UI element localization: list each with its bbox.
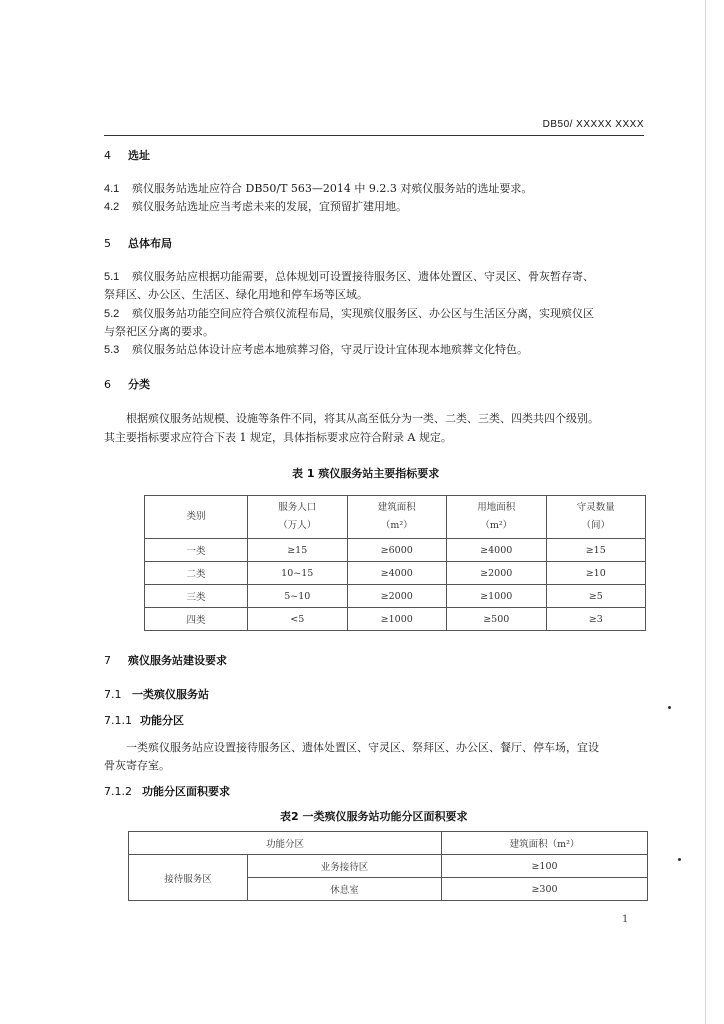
clause-4-2: 4.2 殡仪服务站选址应当考虑未来的发展，宜预留扩建用地。 xyxy=(104,200,407,213)
section-7-1-1-para-line1: 一类殡仪服务站应设置接待服务区、遗体处置区、守灵区、祭拜区、办公区、餐厅、停车场，宜设 xyxy=(126,741,599,754)
cell: 二类 xyxy=(145,562,248,585)
cell: 休息室 xyxy=(248,878,442,901)
table-1-caption: 表 1 殡仪服务站主要指标要求 xyxy=(292,467,440,480)
cell: ≥10 xyxy=(546,562,646,585)
table-row xyxy=(129,855,648,878)
section-6-para-line1: 根据殡仪服务站规模、设施等条件不同，将其从高至低分为一类、二类、三类、四类共四个级别。 xyxy=(126,412,599,425)
table-row xyxy=(145,562,646,585)
section-5-heading: 5 总体布局 xyxy=(104,237,172,250)
section-7-1-1-heading: 7.1.1 功能分区 xyxy=(104,714,184,727)
cell: ≥500 xyxy=(447,608,547,631)
cell: 一类 xyxy=(145,539,248,562)
cell: 三类 xyxy=(145,585,248,608)
section-7-1-heading: 7.1 一类殡仪服务站 xyxy=(104,688,209,701)
header-cell: 类别 xyxy=(145,496,248,539)
header-cell: 守灵数量 （间） xyxy=(546,496,646,539)
cell: ≥2000 xyxy=(447,562,547,585)
section-7-1-2-heading: 7.1.2 功能分区面积要求 xyxy=(104,785,230,798)
table-1 xyxy=(144,495,646,631)
header-rule xyxy=(104,135,644,136)
cell: ≥15 xyxy=(546,539,646,562)
scan-speck xyxy=(668,706,671,709)
cell: ≥5 xyxy=(546,585,646,608)
table-header-row xyxy=(145,496,646,539)
table-header-row xyxy=(129,832,648,855)
section-number: 4 xyxy=(104,149,111,162)
scan-speck xyxy=(678,858,681,861)
section-7-1-1-para-line2: 骨灰寄存室。 xyxy=(104,759,170,772)
cell: ≥300 xyxy=(442,878,648,901)
table-2 xyxy=(128,831,648,901)
cell: ≥3 xyxy=(546,608,646,631)
clause-5-2: 5.2 殡仪服务站功能空间应符合殡仪流程布局，实现殡仪服务区、办公区与生活区分离，实现殡仪区 xyxy=(104,307,594,320)
page-number: 1 xyxy=(622,914,629,925)
header-cell: 用地面积 （m²） xyxy=(447,496,547,539)
cell: 10~15 xyxy=(248,562,348,585)
cell: ≥15 xyxy=(248,539,348,562)
cell: 业务接待区 xyxy=(248,855,442,878)
cell: ≥2000 xyxy=(347,585,447,608)
cell: ≥100 xyxy=(442,855,648,878)
cell: 5~10 xyxy=(248,585,348,608)
doc-code: DB50/ XXXXX XXXX xyxy=(542,119,644,130)
section-6-para-line2: 其主要指标要求应符合下表 1 规定，具体指标要求应符合附录 A 规定。 xyxy=(104,431,452,444)
header-cell: 建筑面积 （m²） xyxy=(347,496,447,539)
page-edge xyxy=(705,0,706,1024)
table-row xyxy=(145,608,646,631)
table-2-caption: 表2 一类殡仪服务站功能分区面积要求 xyxy=(280,810,468,823)
clause-5-3: 5.3 殡仪服务站总体设计应考虑本地殡葬习俗，守灵厅设计宜体现本地殡葬文化特色。 xyxy=(104,343,528,356)
section-6-heading: 6 分类 xyxy=(104,378,150,391)
section-title: 选址 xyxy=(128,149,150,162)
table-row xyxy=(145,539,646,562)
clause-5-1: 5.1 殡仪服务站应根据功能需要，总体规划可设置接待服务区、遗体处置区、守灵区、骨灰暂存寄、 xyxy=(104,270,594,283)
section-4-heading xyxy=(104,147,150,163)
cell: <5 xyxy=(248,608,348,631)
clause-5-2-cont: 与祭祀区分离的要求。 xyxy=(104,325,214,338)
table-row xyxy=(145,585,646,608)
cell: ≥4000 xyxy=(347,562,447,585)
header-cell: 建筑面积（m²） xyxy=(442,832,648,855)
cell: 四类 xyxy=(145,608,248,631)
cell: ≥4000 xyxy=(447,539,547,562)
cell: ≥1000 xyxy=(447,585,547,608)
clause-5-1-cont: 祭拜区、办公区、生活区、绿化用地和停车场等区域。 xyxy=(104,288,368,301)
group-cell: 接待服务区 xyxy=(129,855,248,901)
clause-4-1: 4.1 殡仪服务站选址应符合 DB50/T 563—2014 中 9.2.3 对殡仪服务站的选址要求。 xyxy=(104,182,533,195)
header-cell: 服务人口 （万人） xyxy=(248,496,348,539)
cell: ≥6000 xyxy=(347,539,447,562)
header-cell: 功能分区 xyxy=(129,832,442,855)
cell: ≥1000 xyxy=(347,608,447,631)
section-7-heading: 7 殡仪服务站建设要求 xyxy=(104,654,227,667)
